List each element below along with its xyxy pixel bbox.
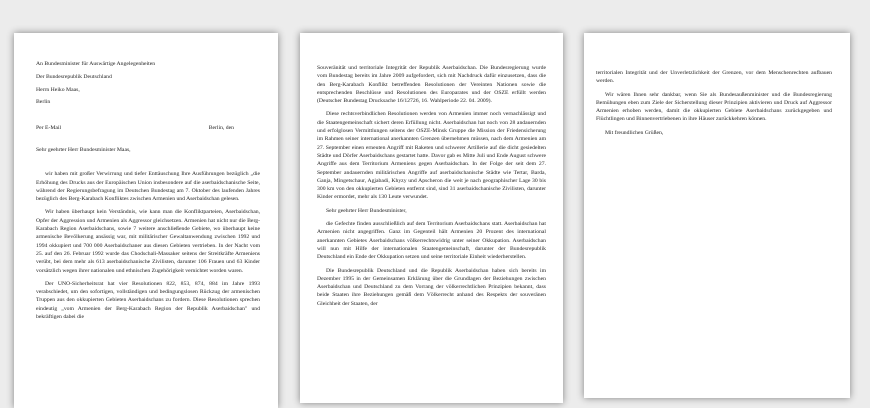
recipient-line: Herrn Heiko Maas, — [36, 86, 80, 93]
recipient-line: An Bundesminister für Auswärtige Angelegenheiten — [36, 61, 156, 67]
body-paragraph: Der UNO-Sicherheitsrat hat vier Resolutionen 822, 853, 874, 884 im Jahre 1993 verabschiedet, um den sofortigen, vollständigen und bedingungslosen Rückzug der armenischen Truppen aus den okkupierten Gebieten Aserbaidschans zu fordern. Diese Resolutionen sprechen eindeutig „vom Armenien der Berg-Karabach Region der Republik Aserbaidschan" und bekräftigen dabei die — [36, 280, 260, 321]
body-paragraph: die Gefechte finden ausschließlich auf dem Territorium Aserbaidschans statt. Aserbaidschan hat Armenien nicht angegriffen. Ganz im Gegenteil hält Armenien 20 Prozent des international anerkannten Gebietes Aserbaidschans völkerrechtswidrig unter seiner Okkupation. Aserbaidschan will nun mit Hilfe der internationalen Staatengemeinschaft, darunter der Bundesrepublik Deutschland ein Ende der Okkupation setzen und seine territoriale Einheit wiederherstellen. — [317, 221, 546, 261]
body-paragraph: Die Bundesrepublik Deutschland und die Republik Aserbaidschan haben sich bereits im Dezember 1995 in der Gemeinsamen Erklärung über die Grundlagen der Beziehungen zwischen Aserbaidschan und Deutschland zu dem Vorrang der völkerrechtlichen Prinzipien bekannt, dass beide Staaten ihre Beziehungen gemäß dem Völkerrecht anhand des Respekts der souveränen Gleichheit der Staaten, der — [317, 267, 546, 307]
body-paragraph: Souveränität und territoriale Integrität der Republik Aserbaidschan. Die Bundesregierung wurde vom Bundestag bereits im Jahre 2009 aufgefordert, sich mit Nachdruck dafür einzusetzen, dass die den Berg-Karabach Konflikt betreffenden Resolutionen der Vereinten Nationen sowie die entsprechenden Beschlüsse und Resolutionen des Europarates und der OSZE erfüllt werden (Deutscher Bundestag Drucksache 16/12726, 16. Wahlperiode 22. 04. 2009). — [317, 65, 546, 105]
letter-page-2 — [300, 33, 563, 403]
body-paragraph: wir haben mit großer Verwirrung und tiefer Enttäuschung Ihre Ausführungen bezüglich „die Erhöhung des Drucks aus der Europäischen Union insbesondere auf die aserbaidschanische Seite, während der Regierungsbefragung im Deutschen Bundestag am 7. Oktober des laufenden Jahres bezüglich des Berg-Karabach Konfliktes zwischen Armenien und Aserbaidschan gelesen. — [36, 171, 260, 203]
delivery-method: Per E-Mail — [36, 124, 62, 131]
place-date: Berlin, den — [208, 124, 234, 131]
body-paragraph: Diese rechtsverbindlichen Resolutionen werden von Armenien immer noch vernachlässigt und die Staatengemeinschaft sichert deren Erfüllung nicht. Aserbaidschan hat noch von 28 andauernden und erfolglosen Vermittlungen seitens der OSZE-Minsk Gruppe die Mission der Friedensicherung im Rahmen seiner international anerkannten Grenzen übernehmen müssen, nach dem Armenien am 27. September einen erneuten Angriff mit Raketen und schwerer Artillerie auf die dicht gesiedelten Städte und Dörfer Aserbaidschans gestartet hatte. Davor gab es Mitte Juli und Ende August schwere Angriffe aus dem Territorium Armeniens gegen Aserbaidschan. In der Folge der seit dem 27. September andauernden militärischen Angriffe auf aserbaidschanische Städte wie Tertar, Barda, Ganja, Mingetschaur, Agjabadi, Khyzy und Apscheron die weit je nach geographischer Lage 30 bis 300 km von den okkupierten Gebieten entfernt sind, sind 31 aserbaidschanische Zivilisten, darunter Kinder ermordet, mehr als 130 Leute verwundet. — [317, 111, 546, 201]
recipient-address — [36, 60, 260, 107]
recipient-line: Berlin — [36, 99, 51, 106]
salutation: Sehr geehrter Herr Bundesminister Maas, — [36, 146, 131, 153]
letter-page-1 — [14, 33, 278, 408]
letter-meta — [36, 124, 260, 132]
recipient-line: Der Bundesrepublik Deutschland — [36, 73, 112, 80]
body-paragraph: territorialen Integrität und der Unverletzlichkeit der Grenzen, vor dem Menschenrechten aufbauen werden. — [596, 70, 832, 85]
salutation: Sehr geehrter Herr Bundesminister, — [326, 207, 407, 214]
body-paragraph: Wir wären Ihnen sehr dankbar, wenn Sie als Bundesaußenminister und die Bundesregierung Bemühungen eben zum Ziele der Sicherstellung dieser Prinzipien aktivieren und Druck auf Aggressor Armenien erhoben werden, damit die okkupierten Gebiete Aserbaidschans zurückgegeben und Flüchtlingen und Binnenvertriebenen in ihre Häuser zurückkehren können. — [596, 91, 832, 123]
letter-page-3 — [584, 33, 850, 398]
closing: Mit freundlichen Grüßen, — [605, 129, 664, 136]
body-paragraph: Wir haben überhaupt kein Verständnis, wie kann man die Konfliktparteien, Aserbaidschan, Opfer der Aggression und Armenien als Aggressor gleichsetzen. Armenien hat nicht nur die Berg-Karabach Region Aserbaidschans, sowie 7 weitere anschließende Gebiete, wo überhaupt keine armenische Bevölkerung ansässig war, mit militärischer Gewaltanwendung zwischen 1992 und 1994 okkupiert und 700 000 Aserbaidschaner aus diesen Gebieten vertrieben. In der Nacht vom 25. auf den 26. Februar 1992 wurde das Chodschali-Massaker seitens der Streitkräfte Armeniens verübt, bei dem mehr als 613 aserbaidschanische Zivilisten, darunter 106 Frauen und 63 Kinder vorsätzlich wegen ihrer nationalen und ethnischen Zugehörigkeit vernichtet worden waren. — [36, 209, 260, 274]
